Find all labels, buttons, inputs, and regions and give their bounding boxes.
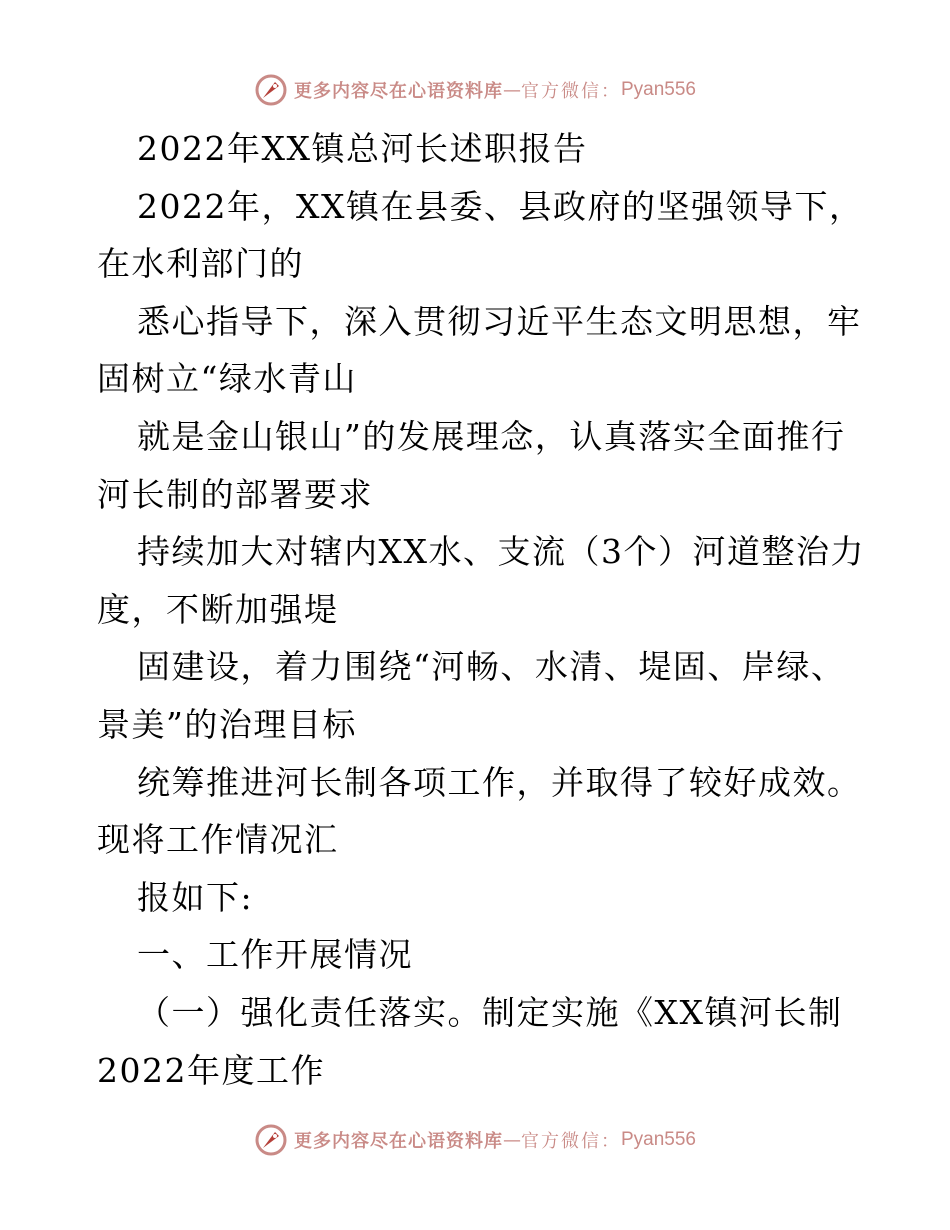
doc-line: 固树立“绿水青山 [97, 359, 357, 399]
watermark-main-text: 更多内容尽在心语资料库 [293, 81, 503, 102]
doc-line: 2022年，XX镇在县委、县政府的坚强领导下， [137, 186, 864, 226]
pen-nib-logo-icon [254, 73, 288, 107]
doc-line: （一）强化责任落实。制定实施《XX镇河长制 [137, 992, 843, 1032]
watermark-footer [0, 1120, 950, 1160]
doc-line: 悉心指导下，深入贯彻习近平生态文明思想，牢 [137, 301, 862, 341]
watermark-label: 官方微信： [520, 1131, 621, 1152]
doc-line: 河长制的部署要求 [97, 474, 373, 514]
watermark-main-text: 更多内容尽在心语资料库 [293, 1131, 503, 1152]
watermark-id: Pyan556 [620, 79, 696, 100]
document-body [97, 120, 865, 1099]
watermark-id: Pyan556 [620, 1129, 696, 1150]
doc-line: 景美”的治理目标 [97, 704, 357, 744]
doc-line: 固建设，着力围绕“河畅、水清、堤固、岸绿、 [137, 647, 846, 687]
pen-nib-logo-icon [254, 1123, 288, 1157]
doc-line: 2022年度工作 [97, 1050, 325, 1090]
doc-line: 现将工作情况汇 [97, 820, 339, 860]
doc-line: 在水利部门的 [97, 244, 304, 284]
watermark-dash: — [502, 79, 521, 101]
watermark-label: 官方微信： [520, 81, 621, 102]
doc-line: 度，不断加强堤 [97, 589, 339, 629]
watermark-dash: — [502, 1129, 521, 1151]
doc-line: 就是金山银山”的发展理念，认真落实全面推行 [137, 416, 846, 456]
doc-line: 报如下: [137, 877, 254, 917]
doc-line: 统筹推进河长制各项工作，并取得了较好成效。 [137, 762, 862, 802]
watermark-header [0, 70, 950, 110]
doc-line: 持续加大对辖内XX水、支流（3个）河道整治力 [137, 532, 865, 572]
doc-line: 2022年XX镇总河长述职报告 [137, 129, 588, 168]
doc-line: 一、工作开展情况 [137, 935, 413, 975]
